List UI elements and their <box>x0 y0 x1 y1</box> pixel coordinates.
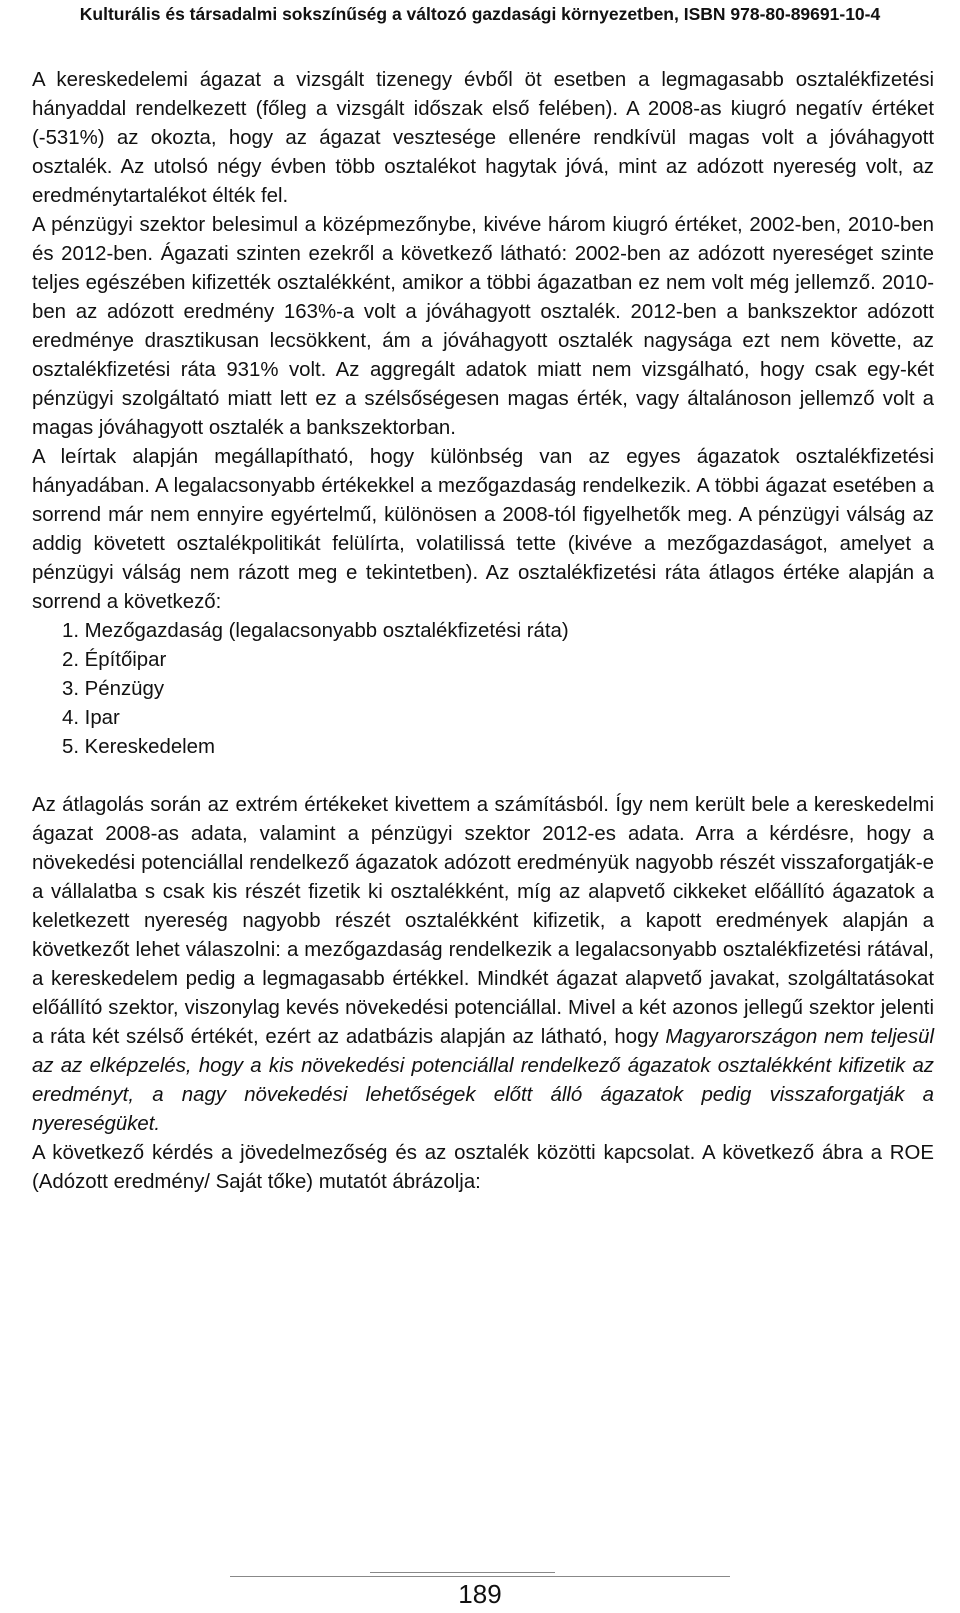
paragraph-roe-intro: A következő kérdés a jövedelmezőség és az osztalék közötti kapcsolat. A következő ábra a ROE (Adózott eredmény/ Saját tőke) mutatót ábrázolja: <box>32 1142 934 1193</box>
paragraph-sector-differences: A leírtak alapján megállapítható, hogy különbség van az egyes ágazatok osztalékfizetési hányadában. A legalacsonyabb értékekkel a mezőgazdaság rendelkezik. A többi ágazat esetében a sorrend már nem ennyire egyértelmű, különösen a 2008-tól figyelhetők meg. A pénzügyi válság az addig követett osztalékpolitikát felülírta, volatilissá tette (kivéve a mezőgazdaságot, amelyet a pénzügyi válság nem rázott meg e tekintetben). Az osztalékfizetési ráta átlagos értéke alapján a sorrend a következő: <box>32 446 934 613</box>
paragraph-averaging-text: Az átlagolás során az extrém értékeket kivettem a számításból. Így nem került bele a kereskedelmi ágazat 2008-as adata, valamint a pénzügyi szektor 2012-es adata. Arra a kérdésre, hogy a növekedési potenciállal rendelkező ágazatok adózott eredményük nagyobb részét visszaforgatják-e a vállalatba s csak kis részét fizetik ki osztalékként, míg az alapvető cikkeket előállító ágazatok a keletkezett nyereség nagyobb részét osztalékként kifizetik, a kapott eredmények alapján a következőt lehet válaszolni: a mezőgazdaság rendelkezik a legalacsonyabb osztalékfizetési rátával, a kereskedelem pedig a legmagasabb értékkel. Mindkét ágazat alapvető javakat, szolgáltatásokat előállító szektor, viszonylag kevés növekedési potenciállal. Mivel a két azonos jellegű szektor jelenti a ráta két szélső értékét, ezért az adatbázis alapján az látható, hogy <box>32 794 934 1048</box>
ranking-item: 5. Kereskedelem <box>62 736 216 758</box>
sector-ranking-list <box>32 617 934 762</box>
ranking-item: 4. Ipar <box>62 707 120 729</box>
footer-rule-short <box>370 1572 555 1573</box>
footer-rule-long <box>230 1576 730 1577</box>
ranking-item: 3. Pénzügy <box>62 678 165 700</box>
paragraph-averaging-conclusion <box>32 791 934 1139</box>
ranking-item: 2. Építőipar <box>62 649 167 671</box>
page-body <box>32 66 934 1197</box>
paragraph-conclusion-italic: Magyarországon nem teljesül az az elképzelés, hogy a kis növekedési potenciállal rendelkező ágazatok osztalékként kifizetik az eredményt, a nagy növekedési lehetőségek előtt álló ágazatok pedig visszaforgatják a nyereségüket. <box>32 1026 934 1135</box>
paragraph-financial-sector: A pénzügyi szektor belesimul a középmezőnybe, kivéve három kiugró értéket, 2002-ben, 2010-ben és 2012-ben. Ágazati szinten ezekről a következő látható: 2002-ben az adózott nyereséget szinte teljes egészében kifizették osztalékként, amikor a többi ágazatban ez nem volt még jellemző. 2010-ben az adózott eredmény 163%-a volt a jóváhagyott osztalék. 2012-ben a bankszektor adózott eredménye drasztikusan lecsökkent, ám a jóváhagyott osztalék nagysága ezt nem követte, az osztalékfizetési ráta 931% volt. Az aggregált adatok miatt nem vizsgálható, hogy csak egy-két pénzügyi szolgáltató miatt lett ez a szélsőségesen magas érték, vagy általánoson jellemző volt a magas jóváhagyott osztalék a bankszektorban. <box>32 214 934 439</box>
page-number: 189 <box>458 1579 502 1609</box>
paragraph-commerce: A kereskedelemi ágazat a vizsgált tizenegy évből öt esetben a legmagasabb osztalékfizetési hányaddal rendelkezett (főleg a vizsgált időszak első felében). A 2008-as kiugró negatív értéket (-531%) az okozta, hogy az ágazat vesztesége ellenére rendkívül magas volt a jóváhagyott osztalék. Az utolsó négy évben több osztalékot hagytak jóvá, mint az adózott nyereség volt, az eredménytartalékot élték fel. <box>32 69 934 207</box>
running-header: Kulturális és társadalmi sokszínűség a változó gazdasági környezetben, ISBN 978-80-89691-10-4 <box>79 4 881 24</box>
ranking-item: 1. Mezőgazdaság (legalacsonyabb osztalékfizetési ráta) <box>62 620 569 642</box>
